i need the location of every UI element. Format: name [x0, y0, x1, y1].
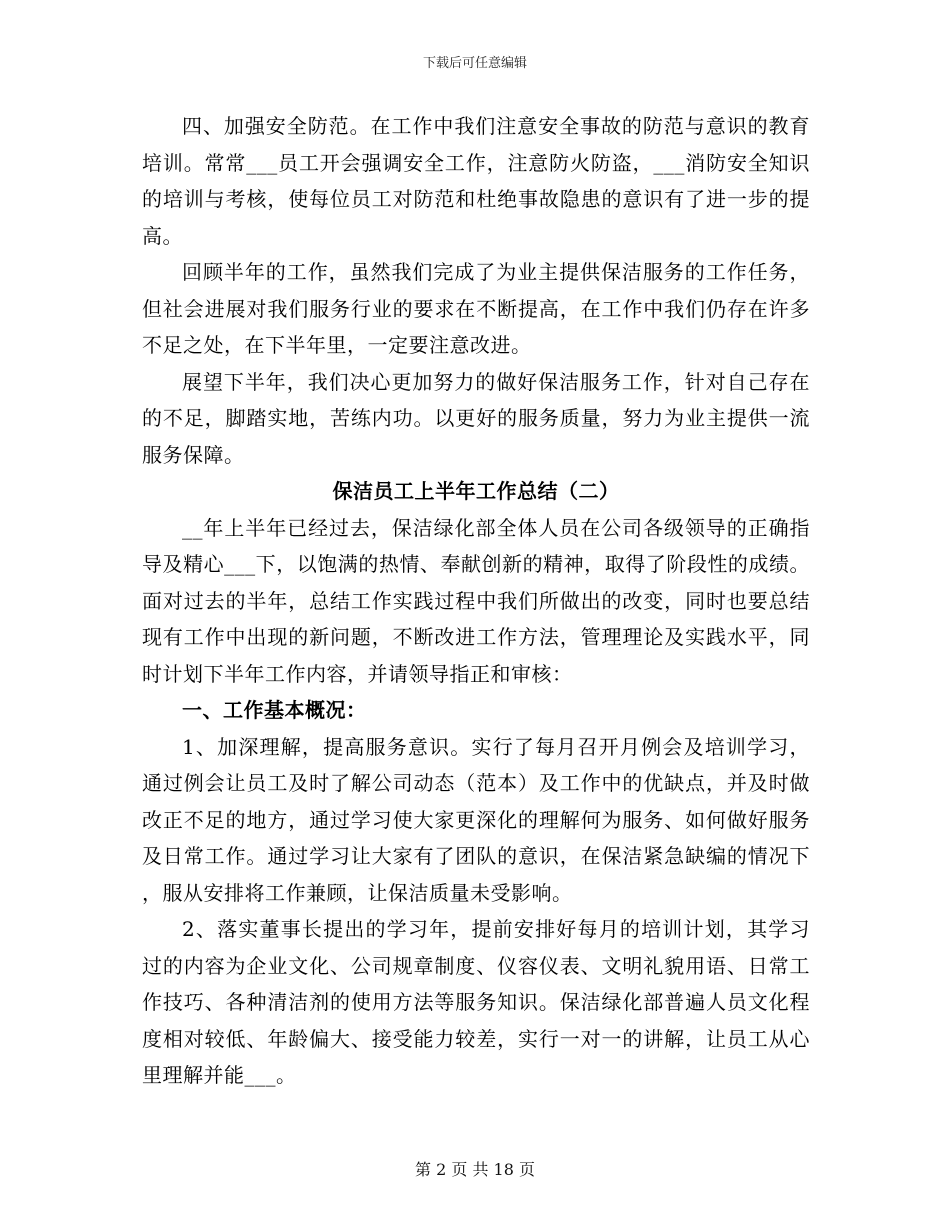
paragraph-review: 回顾半年的工作，虽然我们完成了为业主提供保洁服务的工作任务，但社会进展对我们服务行业的要求在不断提高，在工作中我们仍存在许多不足之处，在下半年里，一定要注意改进。 [142, 260, 810, 357]
paragraph-item-2: 2、落实董事长提出的学习年，提前安排好每月的培训计划，其学习过的内容为企业文化、公司规章制度、仪容仪表、文明礼貌用语、日常工作技巧、各种清洁剂的使用方法等服务知识。保洁绿化部普遍人员文化程度相对较低、年龄偏大、接受能力较差，实行一对一的讲解，让员工从心里理解并能___。 [142, 917, 810, 1087]
paragraph-safety: 四、加强安全防范。在工作中我们注意安全事故的防范与意识的教育培训。常常___员工开会强调安全工作，注意防火防盗，___消防安全知识的培训与考核，使每位员工对防范和杜绝事故隐患的意识有了进一步的提高。 [142, 114, 810, 248]
section-title: 保洁员工上半年工作总结（二） [332, 479, 620, 503]
page-header-note: 下载后可任意编辑 [422, 56, 527, 71]
paragraph-item-1: 1、加深理解，提高服务意识。实行了每月召开月例会及培训学习，通过例会让员工及时了解公司动态（范本）及工作中的优缺点，并及时做改正不足的地方，通过学习使大家更深化的理解何为服务、如何做好服务及日常工作。通过学习让大家有了团队的意识，在保洁紧急缺编的情况下，服从安排将工作兼顾，让保洁质量未受影响。 [142, 734, 810, 905]
page-number: 第 2 页 共 18 页 [415, 1160, 535, 1179]
document-body [142, 108, 810, 1094]
paragraph-intro: __年上半年已经过去，保洁绿化部全体人员在公司各级领导的正确指导及精心___下，以饱满的热情、奉献创新的精神，取得了阶段性的成绩。面对过去的半年，总结工作实践过程中我们所做出的改变，同时也要总结现有工作中出现的新问题，不断改进工作方法，管理理论及实践水平，同时计划下半年工作内容，并请领导指正和审核： [142, 515, 810, 686]
paragraph-outlook: 展望下半年，我们决心更加努力的做好保洁服务工作，针对自己存在的不足，脚踏实地，苦练内功。以更好的服务质量，努力为业主提供一流服务保障。 [142, 369, 810, 467]
subheading-overview: 一、工作基本概况： [182, 698, 367, 722]
